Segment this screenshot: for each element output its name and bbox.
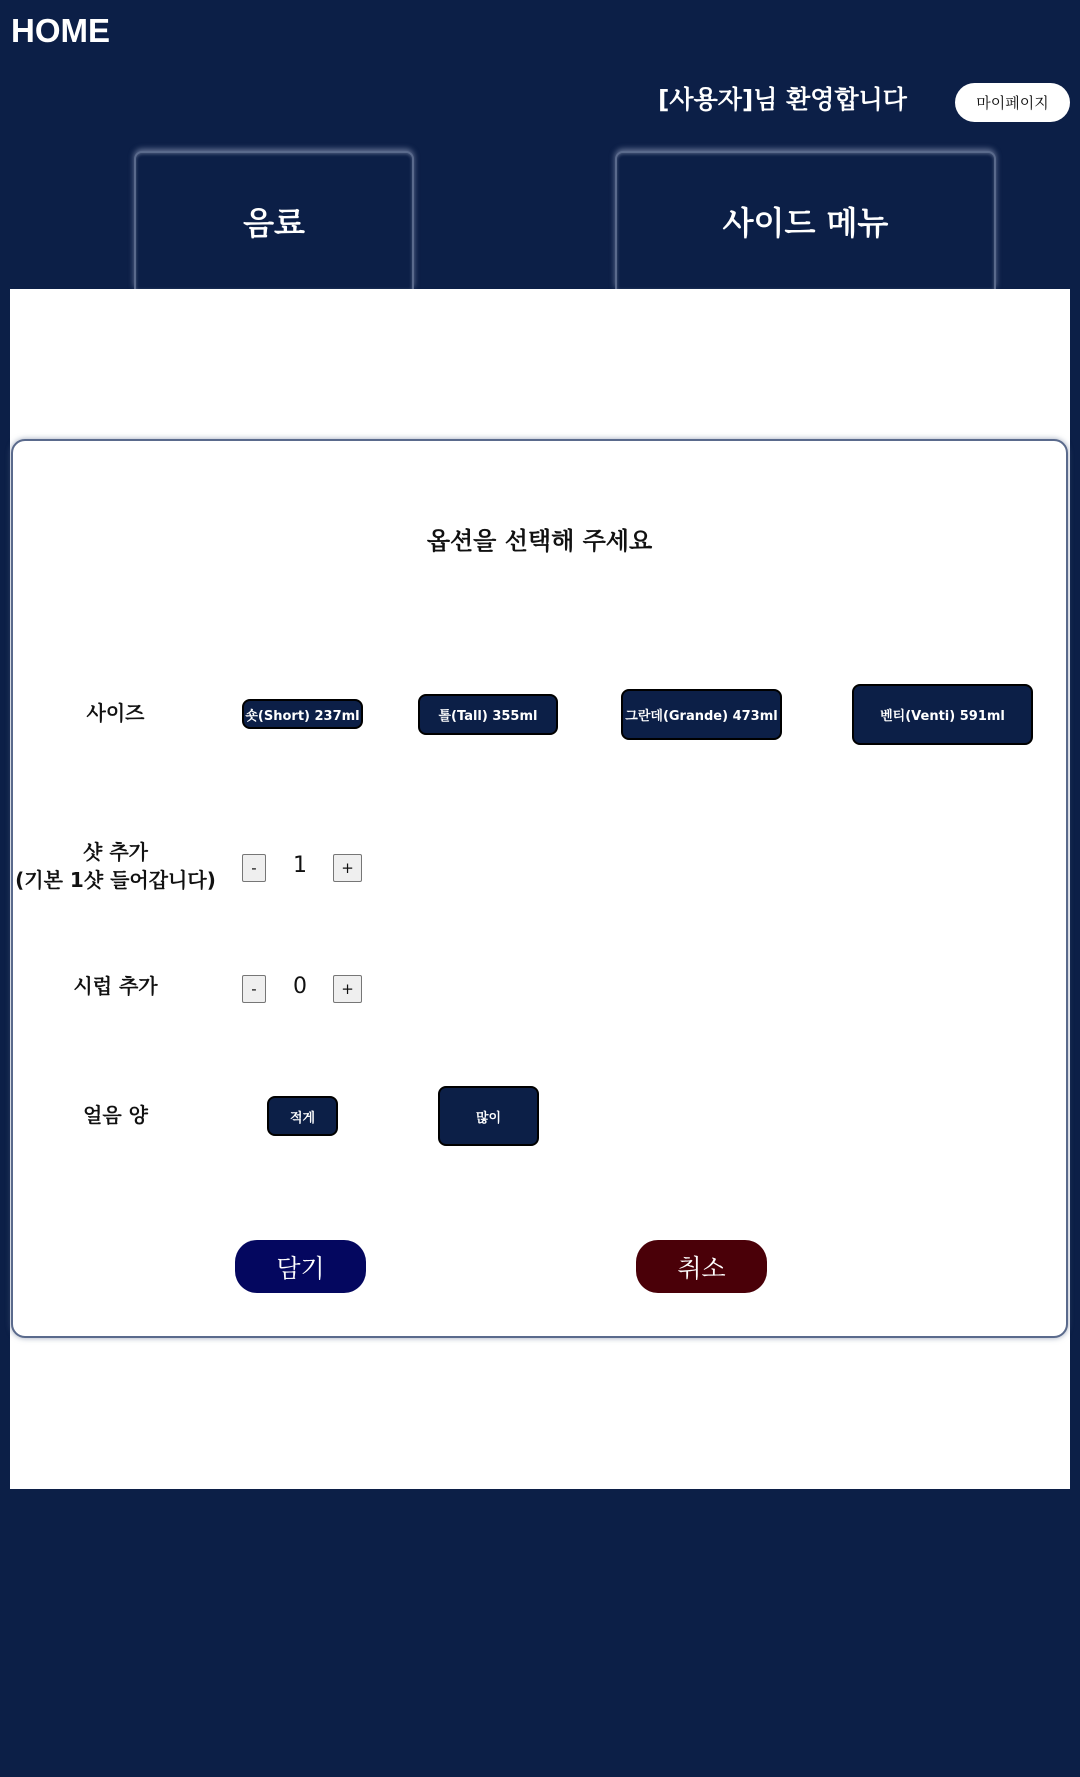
cancel-button[interactable]: 취소 (636, 1240, 767, 1293)
modal-title: 옵션을 선택해 주세요 (426, 527, 653, 555)
syrup-label: 시럽 추가 (73, 974, 158, 998)
size-label: 사이즈 (86, 701, 145, 725)
shot-count: 1 (293, 853, 307, 878)
home-title[interactable]: HOME (11, 12, 110, 49)
shot-label: 샷 추가 (83, 840, 148, 864)
shot-label-group (13, 838, 218, 894)
ice-more-button[interactable]: 많이 (438, 1086, 539, 1146)
options-modal (11, 439, 1068, 1338)
shot-increment-button[interactable]: + (333, 854, 362, 882)
syrup-count: 0 (293, 974, 307, 999)
tab-drinks[interactable]: 음료 (134, 151, 414, 289)
syrup-decrement-button[interactable]: - (242, 975, 266, 1003)
shot-decrement-button[interactable]: - (242, 854, 266, 882)
ice-less-button[interactable]: 적게 (267, 1096, 338, 1136)
size-grande-button[interactable]: 그란데(Grande) 473ml (621, 689, 782, 740)
tab-side-menu[interactable]: 사이드 메뉴 (615, 151, 996, 289)
welcome-message: [사용자]님 환영합니다 (658, 85, 907, 114)
size-short-button[interactable]: 숏(Short) 237ml (242, 699, 363, 729)
syrup-increment-button[interactable]: + (333, 975, 362, 1003)
size-tall-button[interactable]: 톨(Tall) 355ml (418, 694, 558, 735)
size-venti-button[interactable]: 벤티(Venti) 591ml (852, 684, 1033, 745)
ice-label: 얼음 양 (83, 1103, 148, 1127)
mypage-button[interactable]: 마이페이지 (955, 83, 1070, 122)
add-to-cart-button[interactable]: 담기 (235, 1240, 366, 1293)
shot-sublabel: (기본 1샷 들어갑니다) (15, 868, 216, 892)
